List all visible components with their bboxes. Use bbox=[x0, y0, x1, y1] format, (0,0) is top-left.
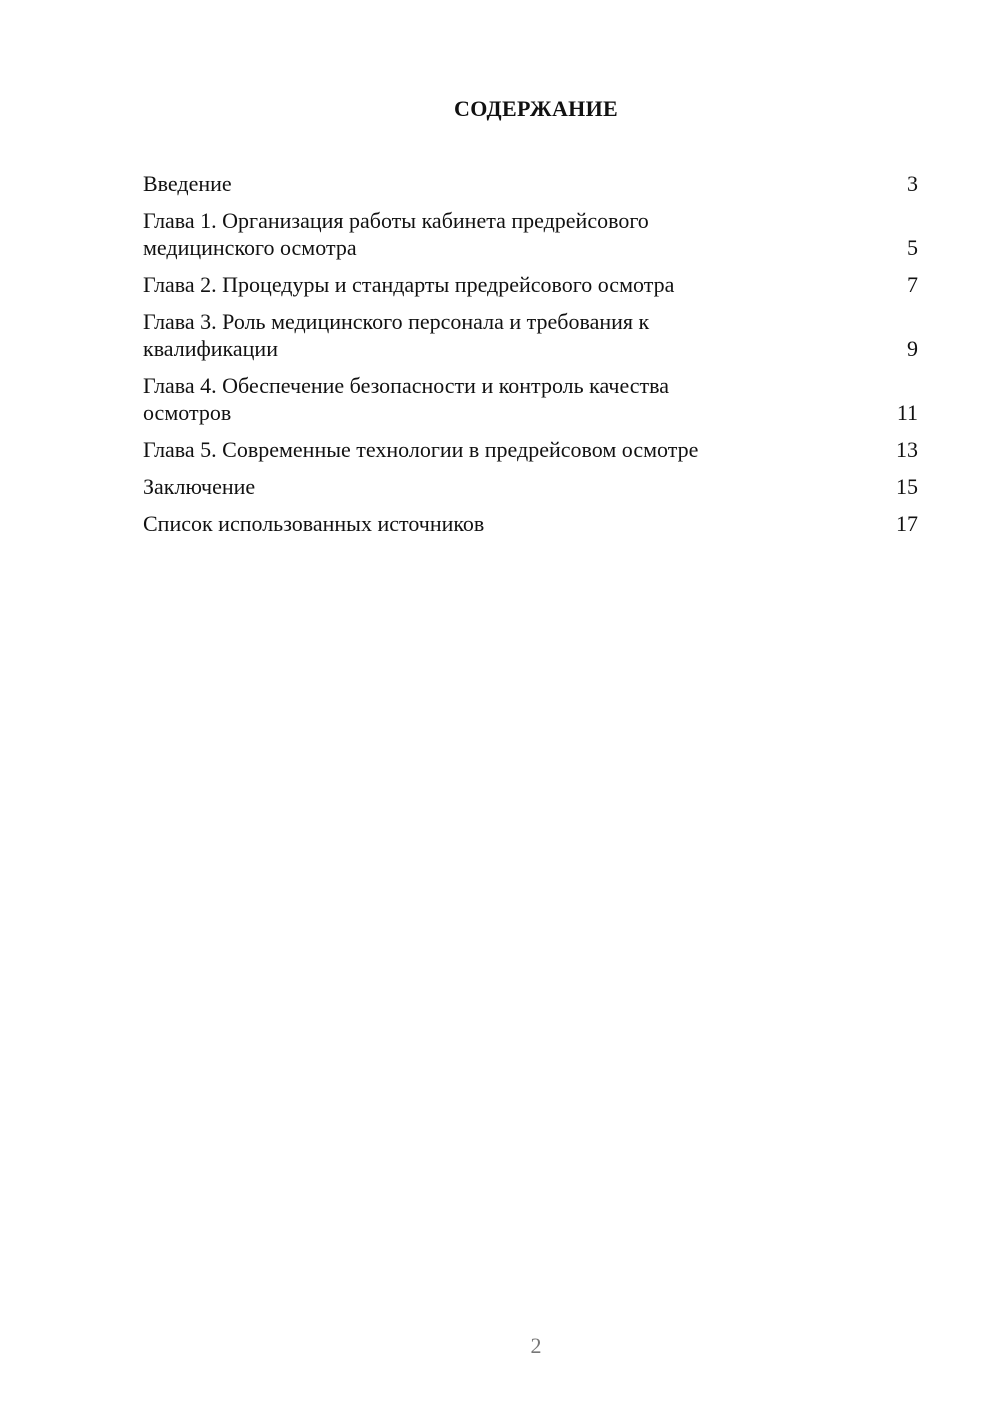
toc-entry-text: Глава 1. Организация работы кабинета предрейсового медицинского осмотра bbox=[143, 208, 649, 260]
toc-entry-page: 9 bbox=[907, 336, 918, 361]
toc-entry-text: Список использованных источников bbox=[143, 511, 485, 536]
toc-entry-page: 3 bbox=[907, 171, 918, 196]
toc-entry bbox=[143, 510, 918, 537]
toc-entry-text: Введение bbox=[143, 171, 232, 196]
toc-entry-text: Глава 3. Роль медицинского персонала и требования к квалификации bbox=[143, 309, 650, 361]
toc-entry bbox=[143, 473, 918, 500]
toc-entry-page: 7 bbox=[907, 272, 918, 297]
toc-entry-text: Глава 2. Процедуры и стандарты предрейсового осмотра bbox=[143, 272, 675, 297]
toc-entry bbox=[143, 308, 918, 362]
page-title: СОДЕРЖАНИЕ bbox=[454, 96, 618, 121]
toc-entry-page: 17 bbox=[896, 511, 918, 536]
toc-entry-page: 13 bbox=[896, 437, 918, 462]
toc-entry bbox=[143, 372, 918, 426]
toc-entry bbox=[143, 436, 918, 463]
toc-entry bbox=[143, 207, 918, 261]
toc-entry-page: 15 bbox=[896, 474, 918, 499]
toc-entry bbox=[143, 170, 918, 197]
table-of-contents bbox=[143, 170, 918, 547]
toc-entry-text: Заключение bbox=[143, 474, 256, 499]
toc-entry-page: 11 bbox=[896, 400, 918, 425]
toc-entry bbox=[143, 271, 918, 298]
toc-entry-text: Глава 4. Обеспечение безопасности и контроль качества осмотров bbox=[143, 373, 670, 425]
toc-entry-page: 5 bbox=[907, 235, 918, 260]
toc-entry-text: Глава 5. Современные технологии в предрейсовом осмотре bbox=[143, 437, 699, 462]
page-number: 2 bbox=[530, 1333, 542, 1358]
